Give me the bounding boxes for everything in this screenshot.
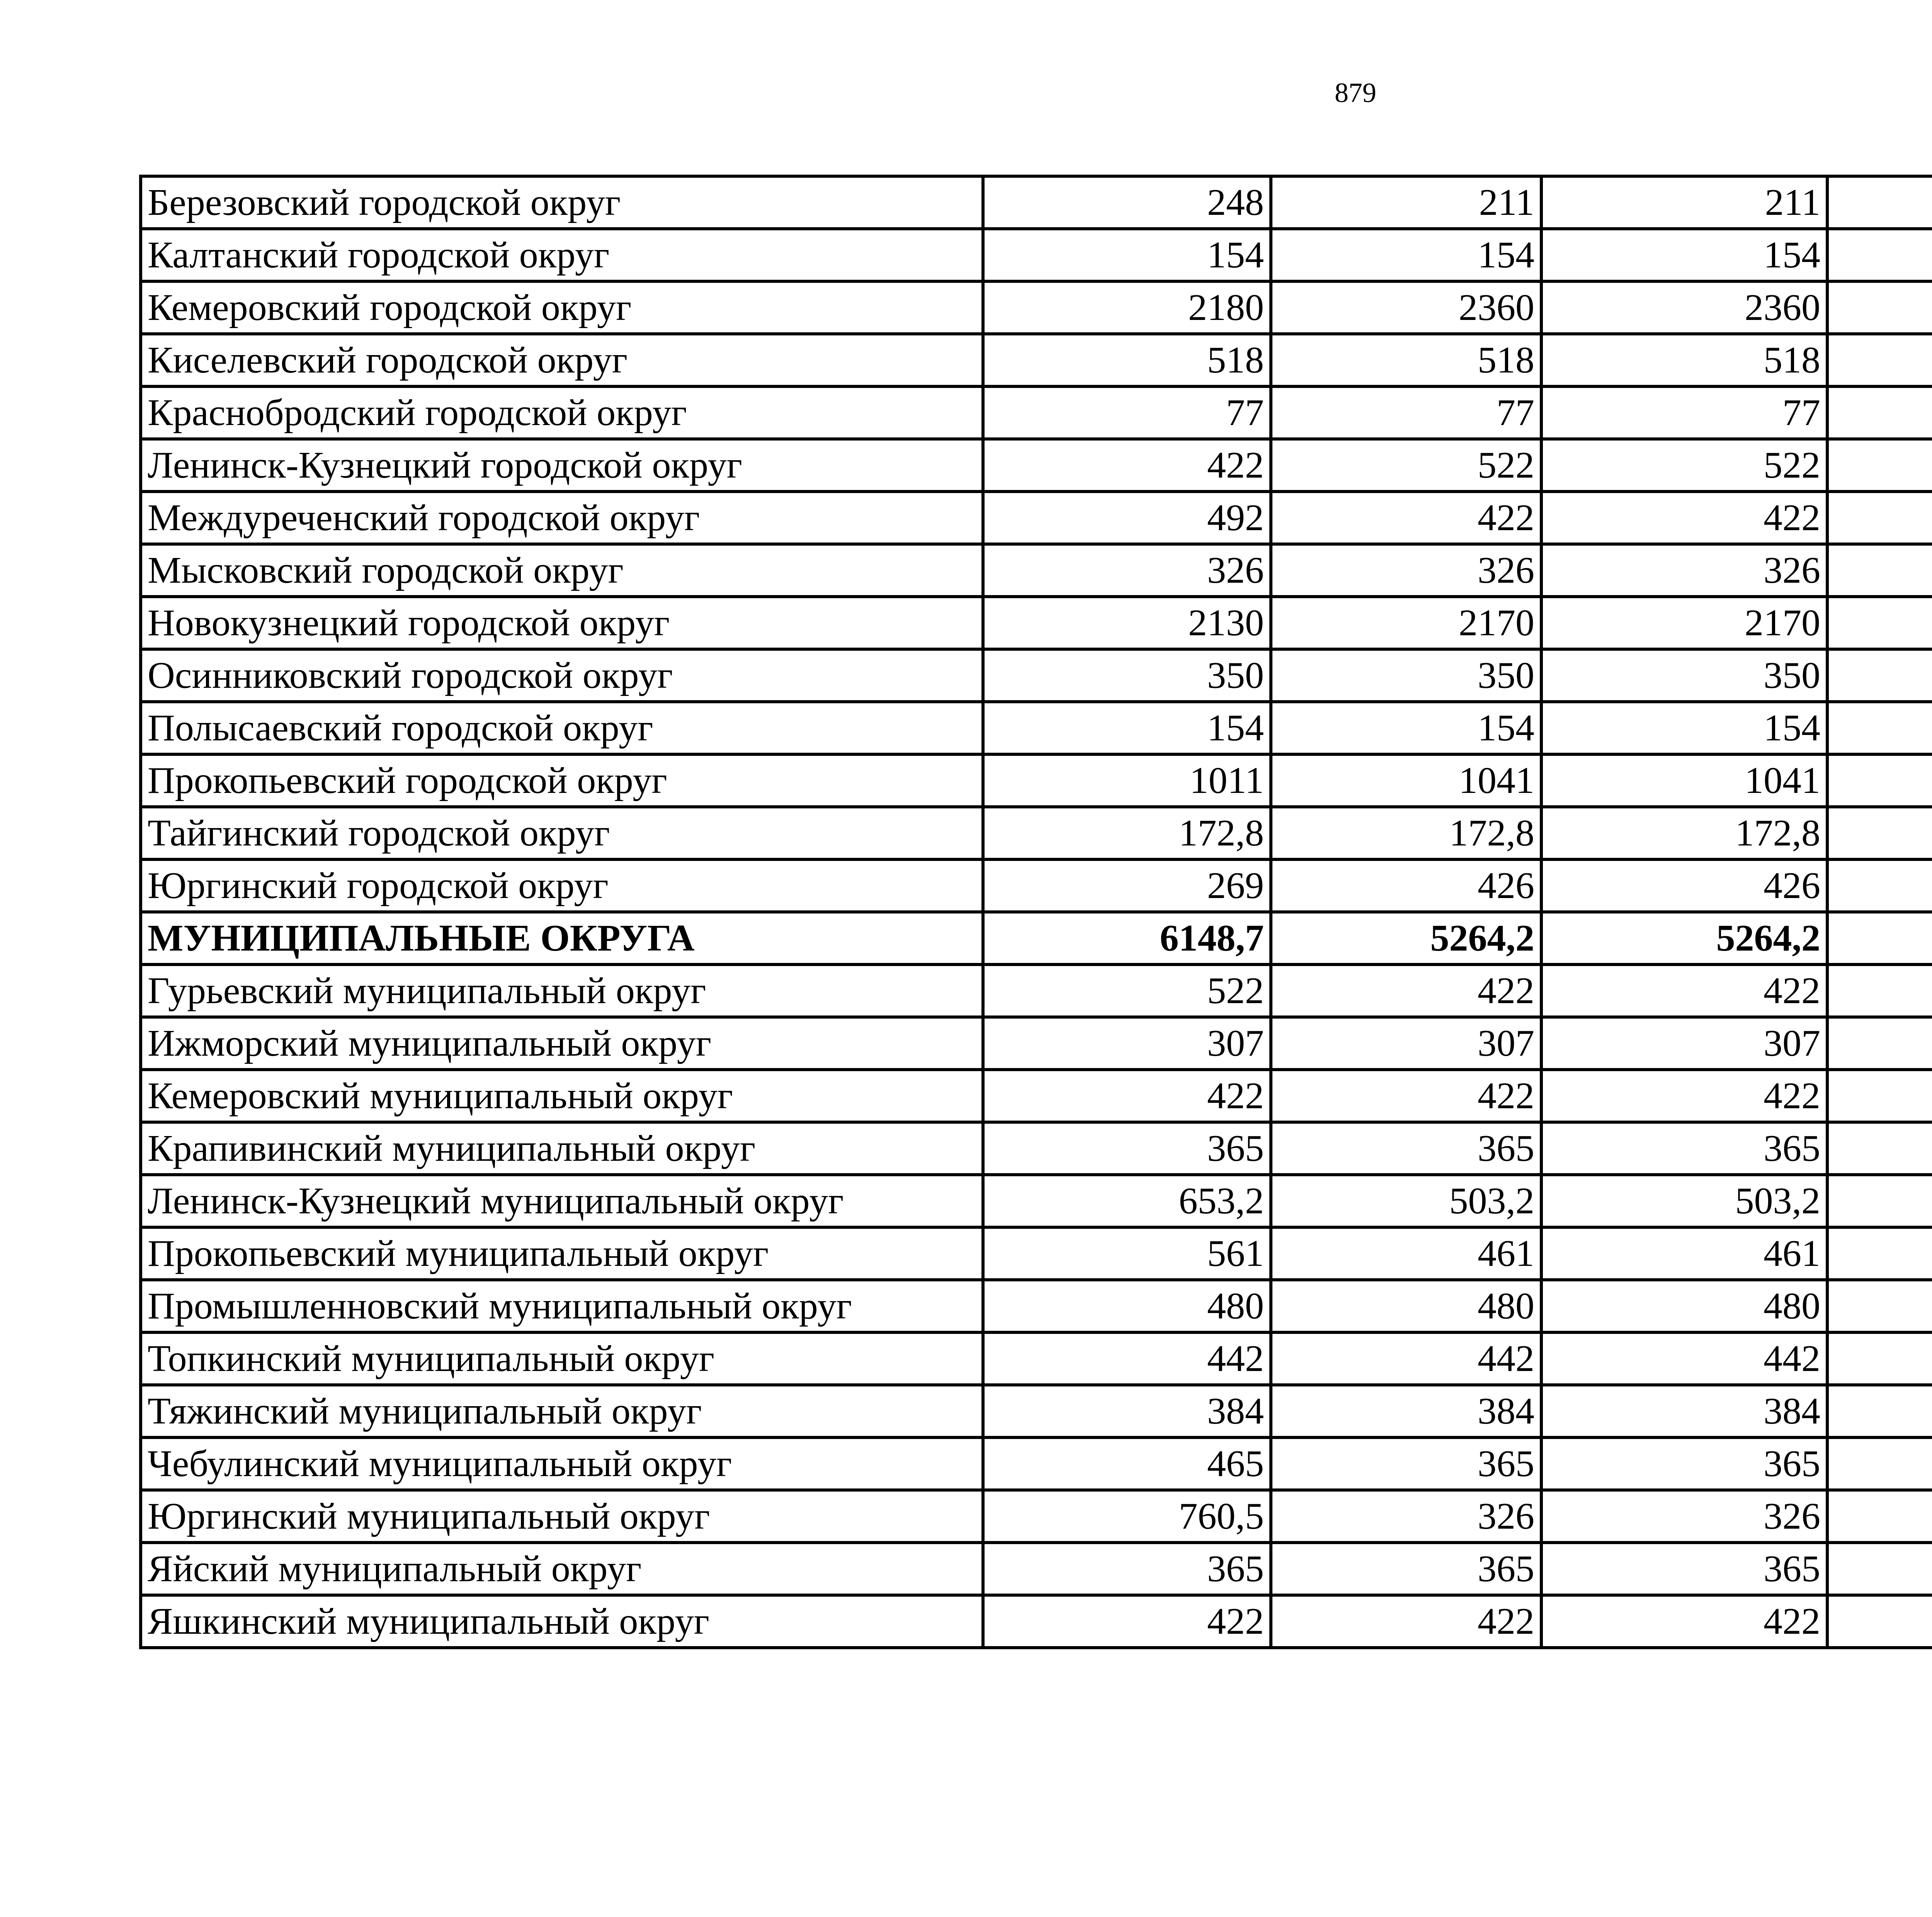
value-col-4-cell [1827,597,1932,649]
value-col-1-cell: 480 [983,1280,1271,1332]
district-name-cell: Тяжинский муниципальный округ [141,1385,983,1437]
value-col-3-cell: 442 [1541,1332,1827,1385]
table-row [141,1280,1932,1332]
district-name-cell: Краснобродский городской округ [141,386,983,439]
value-col-3-cell: 5264,2 [1541,912,1827,964]
value-col-4-cell [1827,807,1932,859]
value-col-1-cell: 384 [983,1385,1271,1437]
value-col-3-cell: 503,2 [1541,1175,1827,1227]
table-row [141,1385,1932,1437]
table-row [141,334,1932,386]
district-name-cell: Прокопьевский городской округ [141,754,983,807]
value-col-2-cell: 384 [1271,1385,1541,1437]
value-col-4-cell [1827,1122,1932,1175]
value-col-4-cell [1827,1017,1932,1070]
district-name-cell: Березовский городской округ [141,176,983,229]
value-col-4-cell [1827,1490,1932,1543]
value-col-2-cell: 172,8 [1271,807,1541,859]
table-row [141,439,1932,492]
value-col-3-cell: 154 [1541,229,1827,281]
value-col-2-cell: 365 [1271,1543,1541,1595]
value-col-2-cell: 350 [1271,649,1541,702]
district-name-cell: Топкинский муниципальный округ [141,1332,983,1385]
district-name-cell: Ленинск-Кузнецкий муниципальный округ [141,1175,983,1227]
value-col-4-cell [1827,1543,1932,1595]
district-name-cell: Тайгинский городской округ [141,807,983,859]
table-row [141,649,1932,702]
value-col-1-cell: 154 [983,702,1271,754]
value-col-4-cell [1827,1437,1932,1490]
table-row [141,859,1932,912]
district-name-cell: Мысковский городской округ [141,544,983,597]
value-col-3-cell: 422 [1541,492,1827,544]
value-col-1-cell: 653,2 [983,1175,1271,1227]
value-col-2-cell: 480 [1271,1280,1541,1332]
value-col-4-cell [1827,1595,1932,1648]
value-col-4-cell [1827,702,1932,754]
value-col-2-cell: 518 [1271,334,1541,386]
district-name-cell: Юргинский муниципальный округ [141,1490,983,1543]
table-row [141,807,1932,859]
value-col-2-cell: 426 [1271,859,1541,912]
value-col-4-cell [1827,1332,1932,1385]
table-row [141,1332,1932,1385]
value-col-1-cell: 518 [983,334,1271,386]
district-name-cell: Крапивинский муниципальный округ [141,1122,983,1175]
value-col-4-cell [1827,281,1932,334]
district-name-cell: Яшкинский муниципальный округ [141,1595,983,1648]
value-col-2-cell: 422 [1271,1595,1541,1648]
value-col-4-cell [1827,176,1932,229]
value-col-2-cell: 154 [1271,702,1541,754]
value-col-1-cell: 442 [983,1332,1271,1385]
value-col-2-cell: 422 [1271,964,1541,1017]
value-col-2-cell: 2170 [1271,597,1541,649]
value-col-4-cell [1827,1070,1932,1122]
table-row [141,492,1932,544]
district-name-cell: Кемеровский городской округ [141,281,983,334]
value-col-1-cell: 307 [983,1017,1271,1070]
value-col-3-cell: 211 [1541,176,1827,229]
value-col-3-cell: 384 [1541,1385,1827,1437]
table-row [141,1437,1932,1490]
value-col-3-cell: 154 [1541,702,1827,754]
value-col-2-cell: 2360 [1271,281,1541,334]
table-row [141,229,1932,281]
district-name-cell: Калтанский городской округ [141,229,983,281]
value-col-3-cell: 422 [1541,964,1827,1017]
value-col-1-cell: 2180 [983,281,1271,334]
value-col-1-cell: 492 [983,492,1271,544]
value-col-1-cell: 172,8 [983,807,1271,859]
value-col-3-cell: 518 [1541,334,1827,386]
table-row [141,754,1932,807]
district-name-cell: Юргинский городской округ [141,859,983,912]
value-col-2-cell: 461 [1271,1227,1541,1280]
value-col-1-cell: 154 [983,229,1271,281]
page-number: 879 [1335,77,1376,108]
district-name-cell: Новокузнецкий городской округ [141,597,983,649]
table-body [141,176,1932,1648]
value-col-4-cell [1827,544,1932,597]
value-col-1-cell: 422 [983,1595,1271,1648]
table-row [141,1017,1932,1070]
district-name-cell: Прокопьевский муниципальный округ [141,1227,983,1280]
value-col-3-cell: 77 [1541,386,1827,439]
value-col-3-cell: 365 [1541,1122,1827,1175]
district-name-cell: Чебулинский муниципальный округ [141,1437,983,1490]
value-col-1-cell: 1011 [983,754,1271,807]
value-col-2-cell: 1041 [1271,754,1541,807]
value-col-3-cell: 522 [1541,439,1827,492]
district-name-cell: Ленинск-Кузнецкий городской округ [141,439,983,492]
table-row [141,386,1932,439]
district-name-cell: Яйский муниципальный округ [141,1543,983,1595]
value-col-1-cell: 422 [983,1070,1271,1122]
value-col-2-cell: 503,2 [1271,1175,1541,1227]
value-col-1-cell: 269 [983,859,1271,912]
value-col-3-cell: 365 [1541,1543,1827,1595]
value-col-3-cell: 422 [1541,1070,1827,1122]
value-col-3-cell: 422 [1541,1595,1827,1648]
value-col-1-cell: 6148,7 [983,912,1271,964]
district-name-cell: Полысаевский городской округ [141,702,983,754]
value-col-2-cell: 442 [1271,1332,1541,1385]
value-col-2-cell: 326 [1271,544,1541,597]
value-col-4-cell [1827,964,1932,1017]
value-col-3-cell: 172,8 [1541,807,1827,859]
value-col-3-cell: 326 [1541,544,1827,597]
value-col-2-cell: 211 [1271,176,1541,229]
district-name-cell: МУНИЦИПАЛЬНЫЕ ОКРУГА [141,912,983,964]
value-col-2-cell: 5264,2 [1271,912,1541,964]
value-col-4-cell [1827,649,1932,702]
table-row [141,176,1932,229]
value-col-3-cell: 307 [1541,1017,1827,1070]
value-col-3-cell: 350 [1541,649,1827,702]
data-table [139,175,1932,1649]
value-col-1-cell: 522 [983,964,1271,1017]
district-name-cell: Кемеровский муниципальный округ [141,1070,983,1122]
value-col-2-cell: 307 [1271,1017,1541,1070]
district-name-cell: Междуреченский городской округ [141,492,983,544]
table-row [141,281,1932,334]
value-col-1-cell: 422 [983,439,1271,492]
district-name-cell: Ижморский муниципальный округ [141,1017,983,1070]
value-col-1-cell: 365 [983,1122,1271,1175]
value-col-2-cell: 422 [1271,492,1541,544]
value-col-4-cell [1827,1280,1932,1332]
value-col-4-cell [1827,439,1932,492]
value-col-2-cell: 365 [1271,1437,1541,1490]
table-row [141,544,1932,597]
value-col-2-cell: 77 [1271,386,1541,439]
value-col-3-cell: 461 [1541,1227,1827,1280]
district-name-cell: Киселевский городской округ [141,334,983,386]
value-col-3-cell: 480 [1541,1280,1827,1332]
value-col-1-cell: 326 [983,544,1271,597]
table-row [141,597,1932,649]
table-row [141,1175,1932,1227]
value-col-4-cell [1827,1227,1932,1280]
value-col-3-cell: 426 [1541,859,1827,912]
value-col-2-cell: 365 [1271,1122,1541,1175]
value-col-1-cell: 77 [983,386,1271,439]
table-row [141,1227,1932,1280]
value-col-3-cell: 365 [1541,1437,1827,1490]
value-col-2-cell: 422 [1271,1070,1541,1122]
table-row [141,1122,1932,1175]
table-row [141,1543,1932,1595]
value-col-3-cell: 2360 [1541,281,1827,334]
value-col-3-cell: 2170 [1541,597,1827,649]
value-col-1-cell: 350 [983,649,1271,702]
table-row [141,964,1932,1017]
table-row [141,1595,1932,1648]
district-name-cell: Гурьевский муниципальный округ [141,964,983,1017]
value-col-2-cell: 326 [1271,1490,1541,1543]
value-col-4-cell [1827,754,1932,807]
table-row [141,702,1932,754]
value-col-1-cell: 365 [983,1543,1271,1595]
value-col-4-cell [1827,859,1932,912]
value-col-3-cell: 1041 [1541,754,1827,807]
value-col-1-cell: 760,5 [983,1490,1271,1543]
value-col-2-cell: 154 [1271,229,1541,281]
value-col-4-cell [1827,334,1932,386]
value-col-1-cell: 248 [983,176,1271,229]
value-col-4-cell [1827,1385,1932,1437]
table-row [141,1070,1932,1122]
table-row-total [141,912,1932,964]
value-col-4-cell [1827,1175,1932,1227]
value-col-1-cell: 2130 [983,597,1271,649]
value-col-1-cell: 561 [983,1227,1271,1280]
value-col-4-cell [1827,386,1932,439]
table-row [141,1490,1932,1543]
value-col-1-cell: 465 [983,1437,1271,1490]
value-col-4-cell [1827,492,1932,544]
value-col-4-cell [1827,229,1932,281]
value-col-3-cell: 326 [1541,1490,1827,1543]
value-col-4-cell [1827,912,1932,964]
district-name-cell: Осинниковский городской округ [141,649,983,702]
value-col-2-cell: 522 [1271,439,1541,492]
district-name-cell: Промышленновский муниципальный округ [141,1280,983,1332]
